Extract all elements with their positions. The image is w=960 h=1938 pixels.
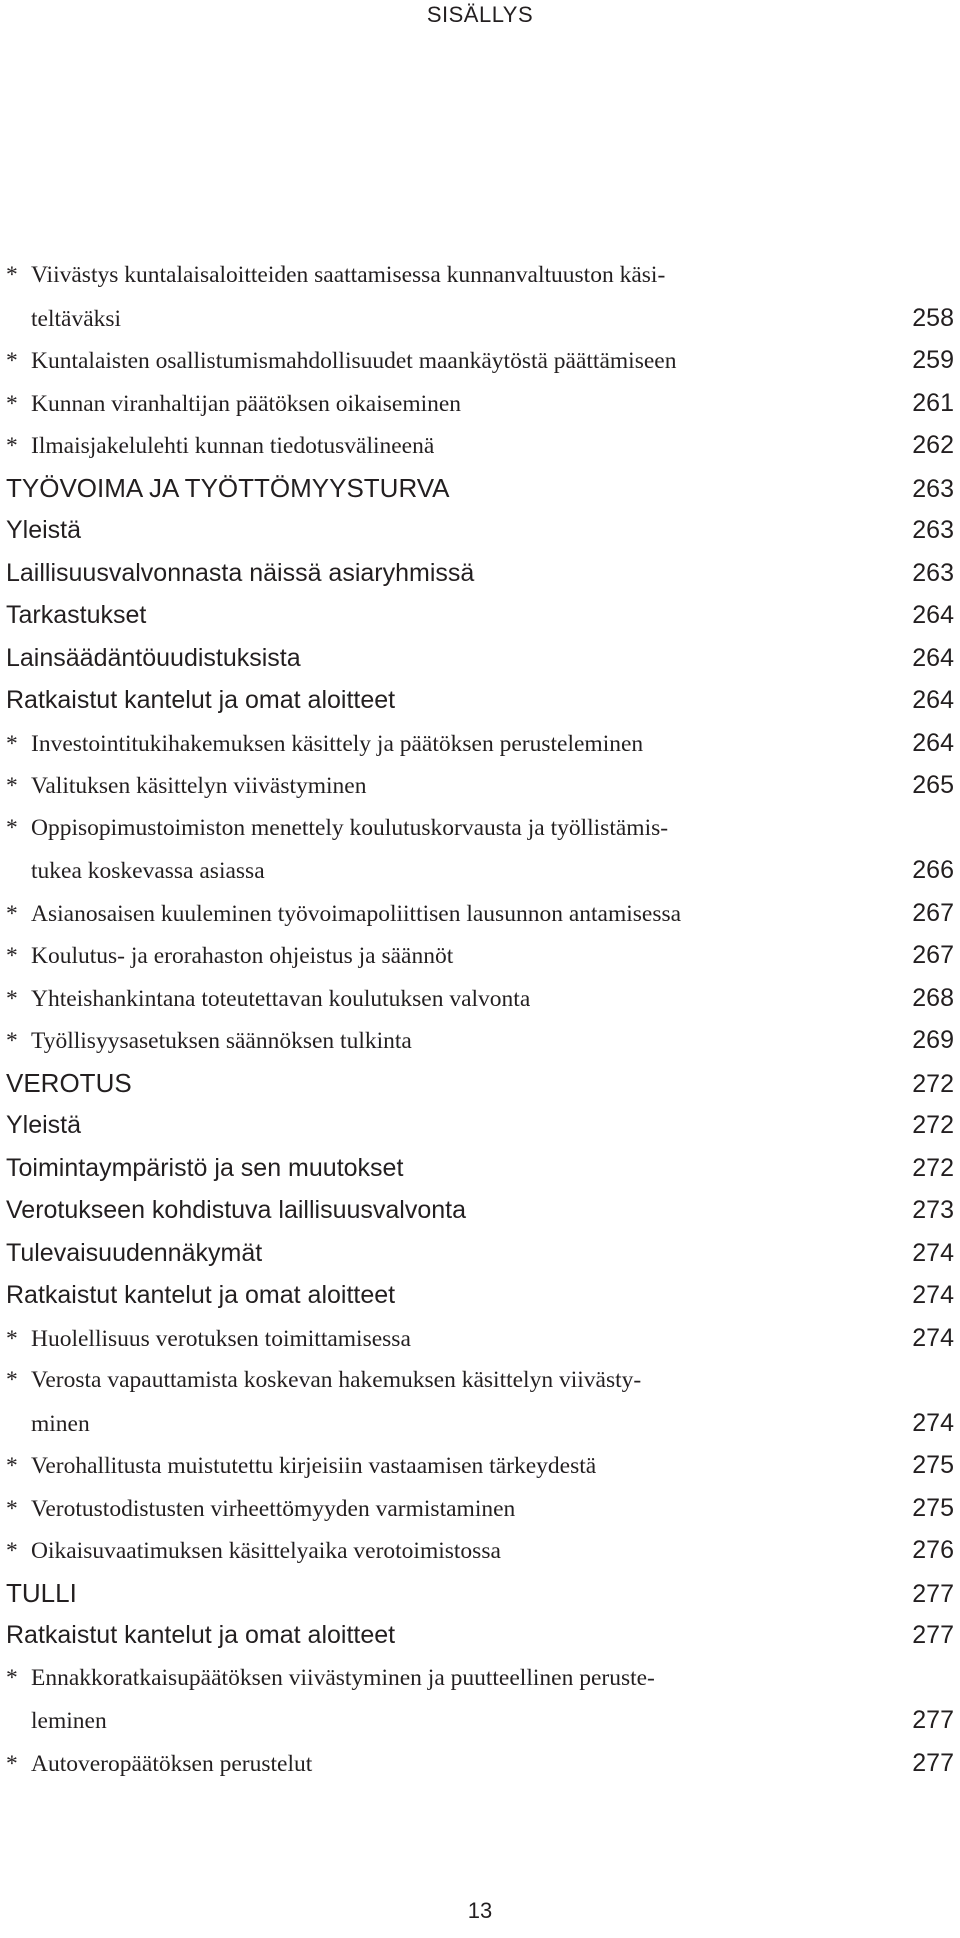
toc-bullet: * xyxy=(6,1495,18,1522)
page-number: 13 xyxy=(467,1898,493,1923)
toc-heading xyxy=(6,509,954,552)
toc-title: Verosta vapauttamista koskevan hakemuksen käsittelyn viivästy- xyxy=(31,1367,642,1393)
toc-heading xyxy=(6,679,954,722)
toc-page-number: 272 xyxy=(912,1111,954,1139)
toc-title: Oppisopimustoimiston menettely koulutuskorvausta ja työllistämis- xyxy=(31,814,669,841)
toc-heading xyxy=(6,637,954,680)
toc-page-number: 277 xyxy=(912,1579,954,1608)
toc-entry xyxy=(6,764,954,807)
toc-title: leminen xyxy=(31,1708,107,1734)
toc-title: Asianosaisen kuuleminen työvoimapoliittisen lausunnon antamisessa xyxy=(31,900,682,927)
toc-title: Ratkaistut kantelut ja omat aloitteet xyxy=(6,1621,396,1649)
toc-title: Tarkastukset xyxy=(6,601,147,629)
toc-entry xyxy=(6,977,954,1020)
toc-page-number: 269 xyxy=(912,1026,954,1054)
toc-page-number: 273 xyxy=(912,1196,954,1224)
toc-section xyxy=(6,467,954,510)
toc-entry xyxy=(6,849,954,892)
toc-title: Laillisuusvalvonnasta näissä asiaryhmissä xyxy=(6,558,475,587)
toc-bullet: * xyxy=(6,1453,18,1479)
toc-title: Ratkaistut kantelut ja omat aloitteet xyxy=(6,1281,396,1309)
toc-heading xyxy=(6,594,954,637)
toc-page-number: 277 xyxy=(912,1748,954,1777)
toc-page-number: 265 xyxy=(912,771,954,799)
toc-entry xyxy=(6,339,954,382)
toc-title: Ratkaistut kantelut ja omat aloitteet xyxy=(6,686,396,714)
toc-entry xyxy=(6,1742,954,1785)
toc-bullet: * xyxy=(6,433,18,459)
toc-title: minen xyxy=(31,1410,90,1437)
toc-heading xyxy=(6,1274,954,1317)
toc-bullet: * xyxy=(6,262,18,288)
toc-page-number: 267 xyxy=(912,898,954,927)
toc-page-number: 262 xyxy=(912,431,954,459)
toc-title: Toimintaympäristö ja sen muutokset xyxy=(6,1153,404,1182)
toc-page-number: 274 xyxy=(912,1281,954,1309)
toc-title: tukea koskevassa asiassa xyxy=(31,858,265,884)
toc-entry xyxy=(6,297,954,340)
toc-entry xyxy=(6,1657,954,1700)
toc-title: Huolellisuus verotuksen toimittamisessa xyxy=(31,1325,411,1352)
toc-page-number: 266 xyxy=(912,856,954,884)
toc-page-number: 263 xyxy=(912,516,954,544)
toc-entry xyxy=(6,1444,954,1487)
toc-title: Kunnan viranhaltijan päätöksen oikaiseminen xyxy=(31,390,462,417)
toc-entry xyxy=(6,1529,954,1572)
toc-page-number: 258 xyxy=(912,303,954,332)
toc-bullet: * xyxy=(6,390,18,417)
toc-heading xyxy=(6,552,954,595)
toc-page-number: 275 xyxy=(912,1493,954,1522)
toc-entry xyxy=(6,892,954,935)
toc-page-number: 268 xyxy=(912,983,954,1012)
toc-bullet: * xyxy=(6,1538,18,1564)
toc-entry xyxy=(6,722,954,765)
toc-page-number: 263 xyxy=(912,558,954,587)
toc-page-number: 264 xyxy=(912,643,954,672)
toc-title: Lainsäädäntöuudistuksista xyxy=(6,643,301,672)
toc-entry xyxy=(6,1402,954,1445)
toc-title: Koulutus- ja erorahaston ohjeistus ja säännöt xyxy=(31,943,454,969)
toc-entry xyxy=(6,1487,954,1530)
toc-title: Autoveropäätöksen perustelut xyxy=(31,1750,313,1777)
toc-title: Viivästys kuntalaisaloitteiden saattamisessa kunnanvaltuuston käsi- xyxy=(31,262,666,288)
toc-bullet: * xyxy=(6,773,18,799)
toc-heading xyxy=(6,1147,954,1190)
toc-bullet: * xyxy=(6,348,18,374)
toc-bullet: * xyxy=(6,814,18,841)
toc-title: teltäväksi xyxy=(31,305,122,332)
toc-bullet: * xyxy=(6,1028,18,1054)
toc-page-number: 274 xyxy=(912,1238,954,1267)
toc-entry xyxy=(6,424,954,467)
toc-page-number: 274 xyxy=(912,1408,954,1437)
toc-page-number: 275 xyxy=(912,1451,954,1479)
toc-bullet: * xyxy=(6,1750,18,1777)
toc-page-number: 261 xyxy=(912,388,954,417)
toc-title: Tulevaisuudennäkymät xyxy=(6,1238,263,1267)
toc-entry xyxy=(6,807,954,850)
toc-page-number: 264 xyxy=(912,686,954,714)
toc-page-number: 264 xyxy=(912,601,954,629)
toc-title: Yleistä xyxy=(6,516,82,544)
toc-heading xyxy=(6,1189,954,1232)
toc-heading xyxy=(6,1614,954,1657)
toc-title: Ilmaisjakelulehti kunnan tiedotusvälineenä xyxy=(31,433,435,459)
running-header: SISÄLLYS xyxy=(426,2,534,27)
toc-title: VEROTUS xyxy=(6,1067,132,1098)
toc-title: TYÖVOIMA JA TYÖTTÖMYYSTURVA xyxy=(6,472,450,503)
toc-section xyxy=(6,1572,954,1615)
toc-page-number: 274 xyxy=(912,1323,954,1352)
toc-title: Yleistä xyxy=(6,1111,82,1139)
toc-page-number: 272 xyxy=(912,1153,954,1182)
toc-title: Verotustodistusten virheettömyyden varmistaminen xyxy=(31,1495,516,1522)
toc-title: Työllisyysasetuksen säännöksen tulkinta xyxy=(31,1028,412,1054)
toc-page-number: 259 xyxy=(912,346,954,374)
toc-bullet: * xyxy=(6,985,18,1012)
toc-page-number: 267 xyxy=(912,941,954,969)
toc-page-number: 277 xyxy=(912,1621,954,1649)
toc-entry xyxy=(6,254,954,297)
toc-page-number: 264 xyxy=(912,728,954,757)
toc-title: Verohallitusta muistutettu kirjeisiin vastaamisen tärkeydestä xyxy=(31,1453,597,1479)
toc-heading xyxy=(6,1232,954,1275)
toc-entry xyxy=(6,382,954,425)
toc-section xyxy=(6,1062,954,1105)
toc-entry xyxy=(6,1019,954,1062)
toc-title: Investointitukihakemuksen käsittely ja päätöksen perusteleminen xyxy=(31,730,644,757)
table-of-contents xyxy=(6,254,954,1784)
toc-entry xyxy=(6,1317,954,1360)
toc-bullet: * xyxy=(6,730,18,757)
toc-title: TULLI xyxy=(6,1577,77,1608)
toc-title: Oikaisuvaatimuksen käsittelyaika verotoimistossa xyxy=(31,1538,501,1564)
toc-entry xyxy=(6,1359,954,1402)
toc-title: Yhteishankintana toteutettavan koulutuksen valvonta xyxy=(31,985,531,1012)
toc-page-number: 272 xyxy=(912,1069,954,1098)
toc-page-number: 263 xyxy=(912,474,954,503)
toc-heading xyxy=(6,1104,954,1147)
toc-bullet: * xyxy=(6,1664,18,1691)
toc-page-number: 276 xyxy=(912,1536,954,1564)
toc-bullet: * xyxy=(6,900,18,927)
toc-page-number: 277 xyxy=(912,1706,954,1734)
toc-title: Valituksen käsittelyn viivästyminen xyxy=(31,773,367,799)
toc-bullet: * xyxy=(6,1367,18,1393)
toc-title: Ennakkoratkaisupäätöksen viivästyminen ja puutteellinen peruste- xyxy=(31,1664,655,1691)
toc-title: Verotukseen kohdistuva laillisuusvalvonta xyxy=(6,1196,466,1224)
toc-entry xyxy=(6,1699,954,1742)
toc-entry xyxy=(6,934,954,977)
toc-bullet: * xyxy=(6,1325,18,1352)
toc-title: Kuntalaisten osallistumismahdollisuudet maankäytöstä päättämiseen xyxy=(31,348,677,374)
toc-bullet: * xyxy=(6,943,18,969)
